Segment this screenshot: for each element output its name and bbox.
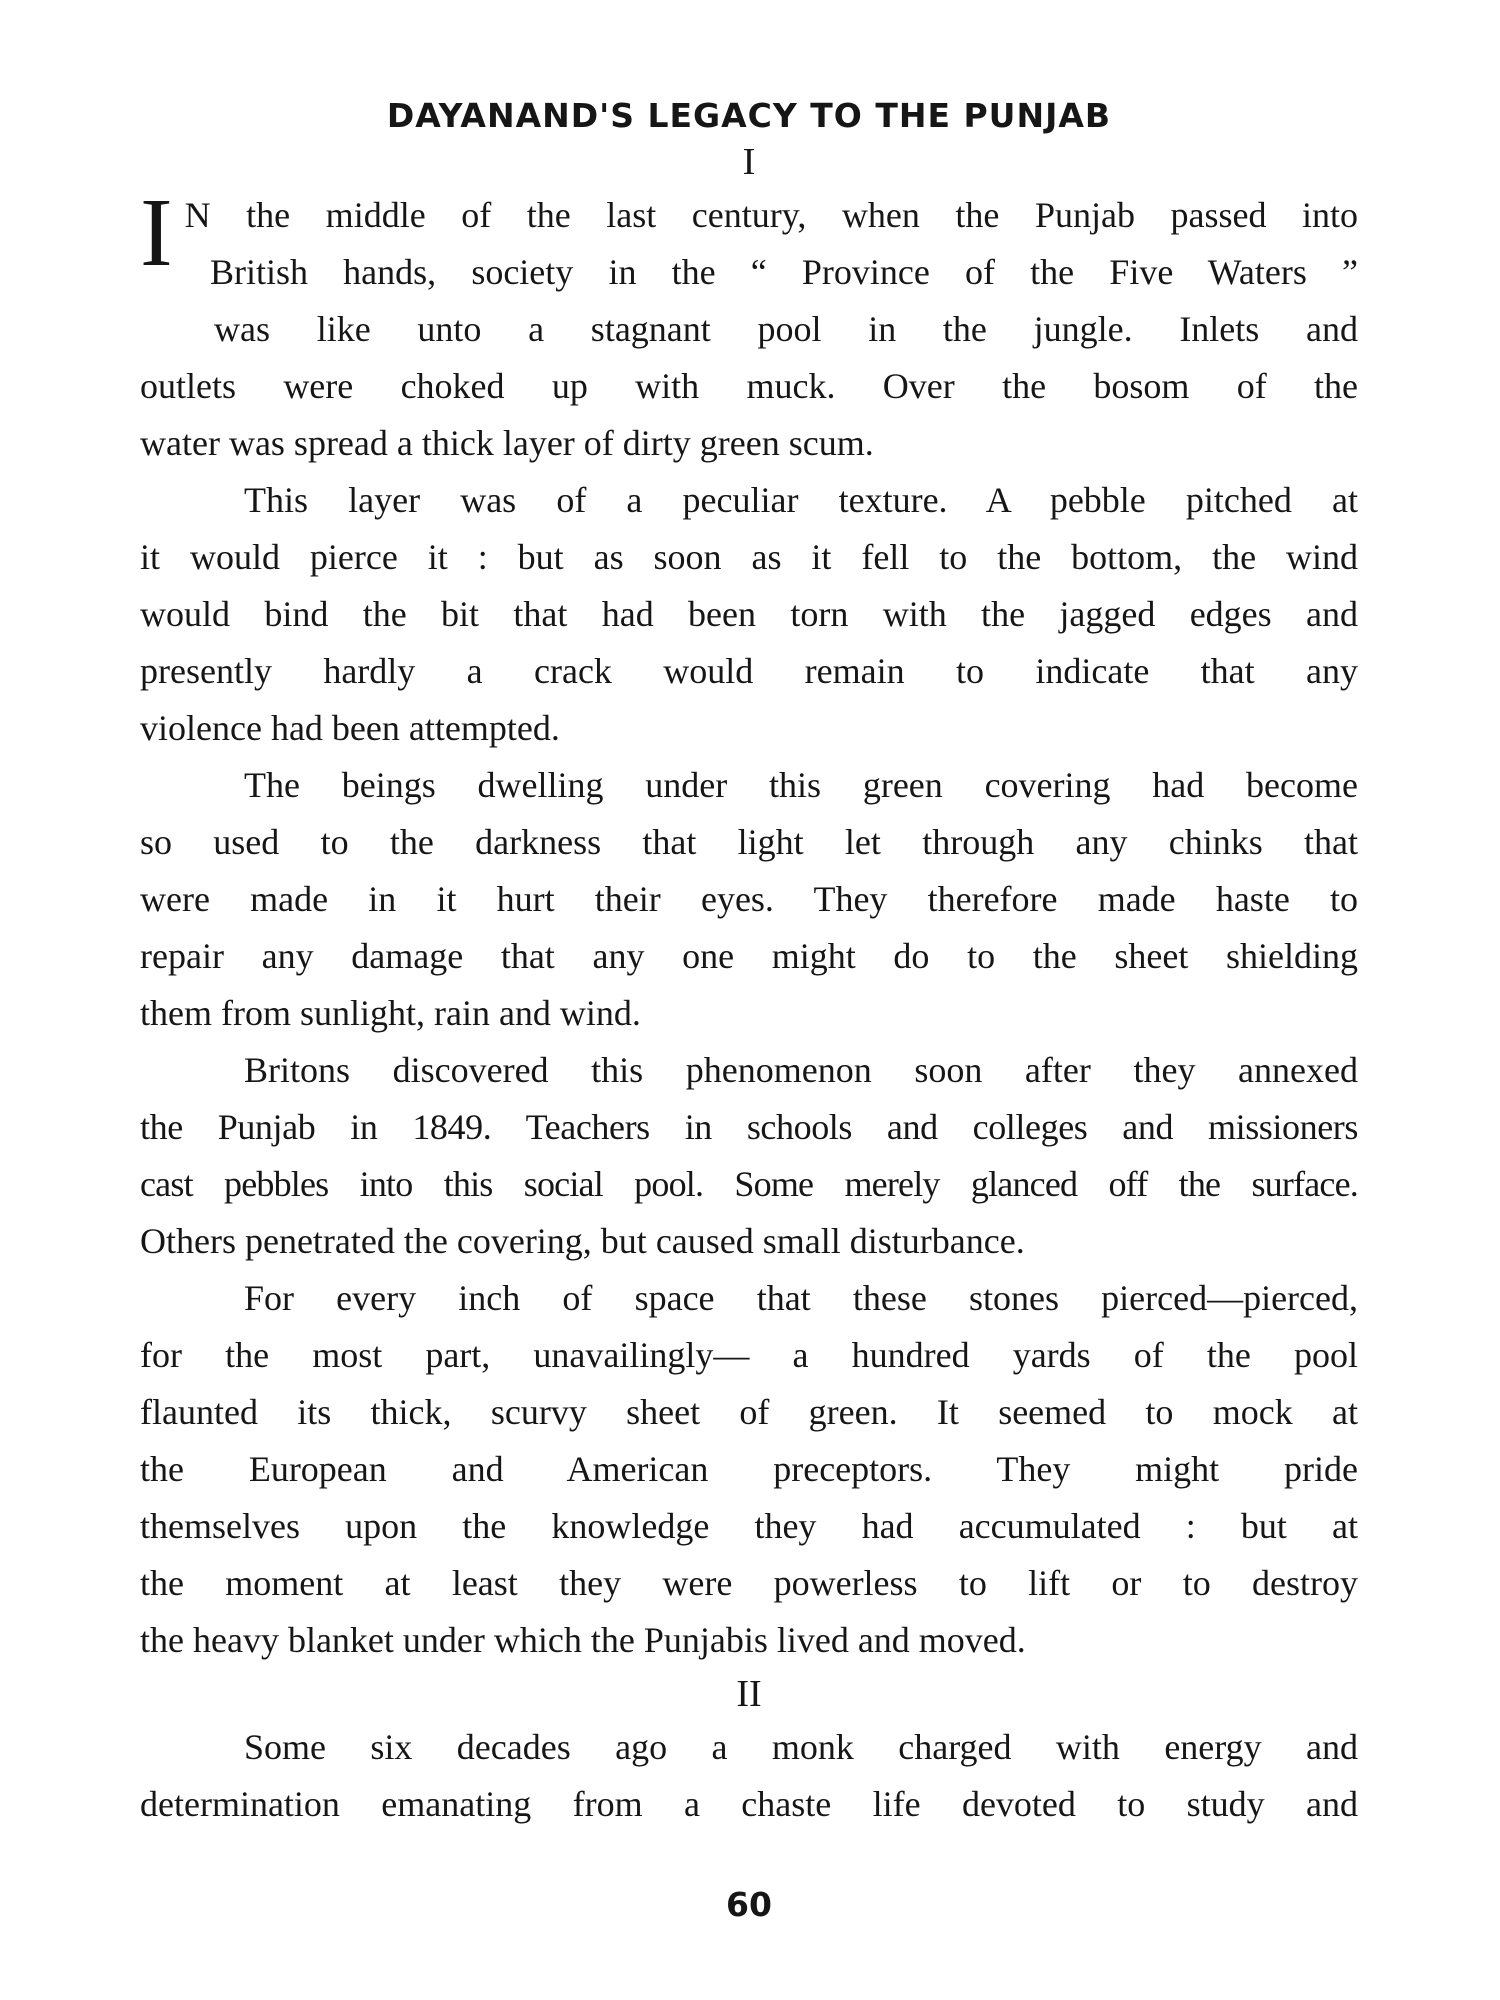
text-line: Some six decades ago a monk charged with energy and [244,1727,1358,1767]
section-number-1: I [742,141,756,183]
paragraph-text [140,179,1358,358]
paragraph [140,179,1358,472]
text-line: N the middle of the last century, when the Punjab passed into [184,195,1358,235]
text-line: The beings dwelling under this green covering had become [244,765,1358,805]
text-line: for the most part, unavailingly— a hundred yards of the pool [140,1335,1358,1375]
text-line: determination emanating from a chaste life devoted to study and [140,1784,1358,1824]
text-line: violence had been attempted. [140,708,560,748]
text-line: them from sunlight, rain and wind. [140,993,641,1033]
chapter-title: DAYANAND'S LEGACY TO THE PUNJAB [386,96,1112,135]
text-line: flaunted its thick, scurvy sheet of green. It seemed to mock at [140,1392,1358,1432]
text-line: British hands, society in the “ Province of the Five Waters ” [210,252,1358,292]
text-line: the Punjab in 1849. Teachers in schools and colleges and missioners [140,1107,1358,1147]
text-line: For every inch of space that these stones pierced—pierced, [244,1278,1358,1318]
text-line: cast pebbles into this social pool. Some merely glanced off the surface. [140,1164,1358,1204]
text-line: presently hardly a crack would remain to indicate that any [140,651,1358,691]
text-line: was like unto a stagnant pool in the jungle. Inlets and [214,309,1358,349]
book-page [140,95,1358,1945]
drop-cap-letter: I [140,179,173,287]
text-line: the European and American preceptors. They might pride [140,1449,1358,1489]
text-line: were made in it hurt their eyes. They therefore made haste to [140,879,1358,919]
text-line: This layer was of a peculiar texture. A pebble pitched at [244,480,1358,520]
text-line: the heavy blanket under which the Punjabis lived and moved. [140,1620,1026,1660]
text-line: water was spread a thick layer of dirty green scum. [140,423,874,463]
section-number-2: II [736,1673,762,1715]
text-line: so used to the darkness that light let through any chinks that [140,822,1358,862]
text-line: would bind the bit that had been torn with the jagged edges and [140,594,1358,634]
paragraph [140,1270,1358,1669]
text-line: outlets were choked up with muck. Over the bosom of the [140,366,1358,406]
paragraph [140,1719,1358,1833]
page-number: 60 [726,1885,772,1924]
paragraph [140,757,1358,1042]
text-line: repair any damage that any one might do to the sheet shielding [140,936,1358,976]
text-line: themselves upon the knowledge they had accumulated : but at [140,1506,1358,1546]
paragraph [140,472,1358,757]
text-line: Others penetrated the covering, but caused small disturbance. [140,1221,1025,1261]
paragraph [140,1042,1358,1270]
text-line: Britons discovered this phenomenon soon after they annexed [244,1050,1358,1090]
text-line: the moment at least they were powerless to lift or to destroy [140,1563,1358,1603]
paragraph-text [140,358,1358,472]
text-line: it would pierce it : but as soon as it fell to the bottom, the wind [140,537,1358,577]
